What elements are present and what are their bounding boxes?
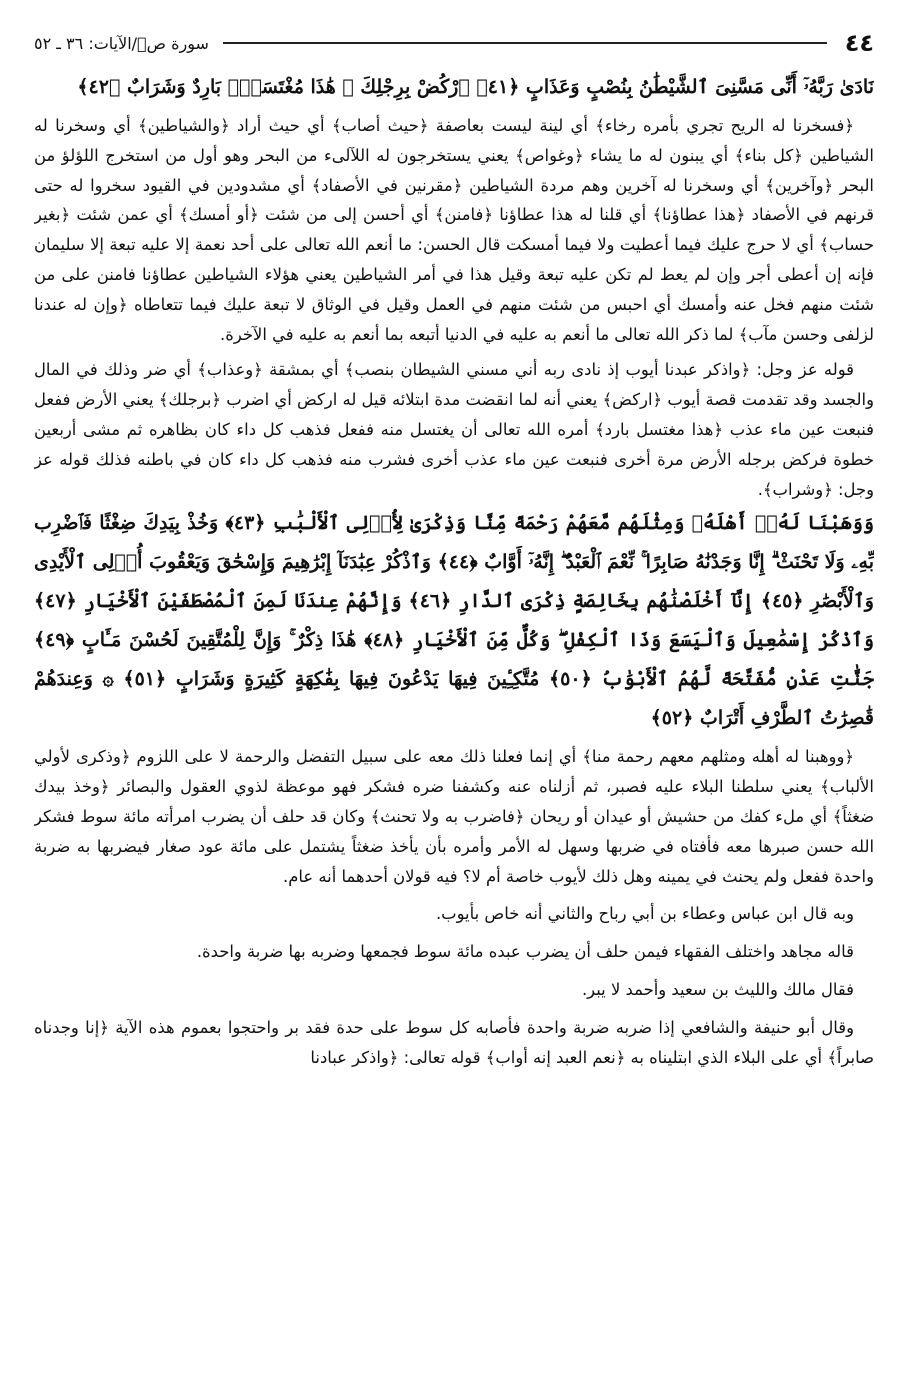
spacer [34, 891, 874, 899]
commentary-line-2: قاله مجاهد واختلف الفقهاء فيمن حلف أن يضرب عبده مائة سوط فجمعها وضربه بها ضربة واحدة. [196, 942, 854, 962]
quran-verses-41-42: نَادَىٰ رَبَّهُۥٓ أَنِّى مَسَّنِىَ ٱلشَّيْطَٰنُ بِنُصْبٍ وَعَذَابٍ ﴿٤١﴾ ٱرْكُضْ بِرِجْلِكَ ۖ هَٰذَا مُغْتَسَلٌۢ بَارِدٌ وَشَرَابٌ ﴿٤٢﴾ [77, 76, 874, 98]
spacer [34, 1005, 874, 1013]
spacer [34, 929, 874, 937]
commentary-line-3: فقال مالك والليث بن سعيد وأحمد لا يبر. [581, 979, 854, 999]
book-page [34, 28, 874, 1348]
spacer [34, 967, 874, 975]
commentary-line-1: وبه قال ابن عباس وعطاء بن أبي رباح والثاني أنه خاص بأيوب. [435, 904, 854, 924]
commentary-paragraph-4: وقال أبو حنيفة والشافعي إذا ضربه ضربة واحدة فأصابه كل سوط على حدة فقد بر واحتجوا بعموم هذه الآية ﴿إنا وجدناه صابراً﴾ أي على البلاء الذي ابتليناه به ﴿نعم العبد إنه أواب﴾ قوله تعالى: ﴿واذكر عبادنا [34, 1017, 874, 1067]
header-rule [223, 42, 827, 44]
commentary-paragraph-3: ﴿ووهبنا له أهله ومثلهم معهم رحمة منا﴾ أي إنما فعلنا ذلك معه على سبيل التفضل والرحمة لا على اللزوم ﴿وذكرى لأولي الألباب﴾ يعني سلطنا البلاء عليه فصبر، ثم أزلناه عنه وكشفنا ضره فشكر فهو موعظة لذوي العقول والبصائر ﴿وخذ بيدك ضغثاً﴾ أي ملء كفك من حشيش أو عيدان أو ريحان ﴿فاضرب به ولا تحنث﴾ وكان قد حلف أن يضرب امرأته مائة سوط فشكر الله حسن صبرها معه فأفتاه في ضربها وسهل له الأمر وأمره بأن يأخذ ضغثاً يشتمل على مائة عود صغار فيضربها به ضربة واحدة ففعل ولم يحنث في يمينه وهل ذلك لأيوب خاصة أم لا؟ فيه قولان أحدهما أنه عام. [34, 747, 874, 886]
commentary-paragraph-1: ﴿فسخرنا له الريح تجري بأمره رخاء﴾ أي لينة ليست بعاصفة ﴿حيث أصاب﴾ أي حيث أراد ﴿والشياطين﴾ أي وسخرنا له الشياطين ﴿كل بناء﴾ أي يبنون له ما يشاء ﴿وغواص﴾ يعني يستخرجون له اللآلىء من البحر وهو أول من استخرج اللؤلؤ من البحر ﴿وآخرين﴾ أي وسخرنا له آخرين وهم مردة الشياطين ﴿مقرنين في الأصفاد﴾ أي مشدودين في القيود سخروا له حتى قرنهم في الأصفاد ﴿هذا عطاؤنا﴾ أي قلنا له هذا عطاؤنا ﴿فامنن﴾ أي أحسن إلى من شئت ﴿أو أمسك﴾ أي عمن شئت ﴿بغير حساب﴾ أي لا حرج عليك فيما أعطيت ولا فيما أمسكت قال الحسن: ما أنعم الله تعالى على أحد نعمة إلا عليه تبعة إلا سليمان فإنه إن أعطى أجر وإن لم يعط لم تكن عليه تبعة وقيل هذا في أمر الشياطين يعني هؤلاء الشياطين عطاؤنا فامنن على من شئت منهم فخل عنه وأمسك أي احبس من شئت منهم في العمل وقيل في الوثاق لا تبعة عليك فيما تتعاطاه ﴿وإن له عندنا لزلفى وحسن مآب﴾ لما ذكر الله تعالى ما أنعم به عليه في الدنيا أتبعه بما أنعم به عليه في الآخرة. [34, 116, 874, 344]
quran-verses-43-52: وَوَهَبْنَا لَهُۥٓ أَهْلَهُۥ وَمِثْلَهُم مَّعَهُمْ رَحْمَةً مِّنَّا وَذِكْرَىٰ لِأُو۟لِى ٱلْأَلْبَٰبِ ﴿٤٣﴾ وَخُذْ بِيَدِكَ ضِغْثًا فَٱضْرِب بِّهِۦ وَلَا تَحْنَثْ ۗ إِنَّا وَجَدْنَٰهُ صَابِرًا ۚ نِّعْمَ ٱلْعَبْدُ ۖ إِنَّهُۥٓ أَوَّابٌ ﴿٤٤﴾ وَٱذْكُرْ عِبَٰدَنَآ إِبْرَٰهِيمَ وَإِسْحَٰقَ وَيَعْقُوبَ أُو۟لِى ٱلْأَيْدِى وَٱلْأَبْصَٰرِ ﴿٤٥﴾ إِنَّآ أَخْلَصْنَٰهُم بِخَالِصَةٍ ذِكْرَى ٱلدَّارِ ﴿٤٦﴾ وَإِنَّهُمْ عِندَنَا لَمِنَ ٱلْمُصْطَفَيْنَ ٱلْأَخْيَارِ ﴿٤٧﴾ وَٱذْكُرْ إِسْمَٰعِيلَ وَٱلْيَسَعَ وَذَا ٱلْكِفْلِ ۖ وَكُلٌّ مِّنَ ٱلْأَخْيَارِ ﴿٤٨﴾ هَٰذَا ذِكْرٌ ۚ وَإِنَّ لِلْمُتَّقِينَ لَحُسْنَ مَـَٔابٍ ﴿٤٩﴾ جَنَّٰتِ عَدْنٍ مُّفَتَّحَةً لَّهُمُ ٱلْأَبْوَٰبُ ﴿٥٠﴾ مُتَّكِـِٔينَ فِيهَا يَدْعُونَ فِيهَا بِفَٰكِهَةٍ كَثِيرَةٍ وَشَرَابٍ ﴿٥١﴾ ۞ وَعِندَهُمْ قَٰصِرَٰتُ ٱلطَّرْفِ أَتْرَابٌ ﴿٥٢﴾ [34, 512, 874, 730]
commentary-paragraph-2: قوله عز وجل: ﴿واذكر عبدنا أيوب إذ نادى ربه أني مسني الشيطان بنصب﴾ أي بمشقة ﴿وعذاب﴾ أي ضر وذلك في المال والجسد وقد تقدمت قصة أيوب ﴿اركض﴾ يعني أنه لما انقضت مدة ابتلائه قيل له اركض أي اضرب ﴿برجلك﴾ يعني الأرض ففعل فنبعت عين ماء عذب ﴿هذا مغتسل بارد﴾ أمره الله تعالى أن يغتسل منه ففعل فذهب كل داء كان بظاهره ثم مشى أربعين خطوة فركض برجله الأرض مرة أخرى فنبعت عين ماء عذب أخرى فشرب منه فذهب كل داء كان في باطنه فذلك قوله عز وجل: ﴿وشراب﴾. [34, 360, 874, 499]
surah-title: سورة صۤ/الآيات: ٣٦ ـ ٥٢ [34, 33, 209, 53]
running-head [34, 28, 874, 58]
page-number: ٤٤ [844, 29, 874, 57]
